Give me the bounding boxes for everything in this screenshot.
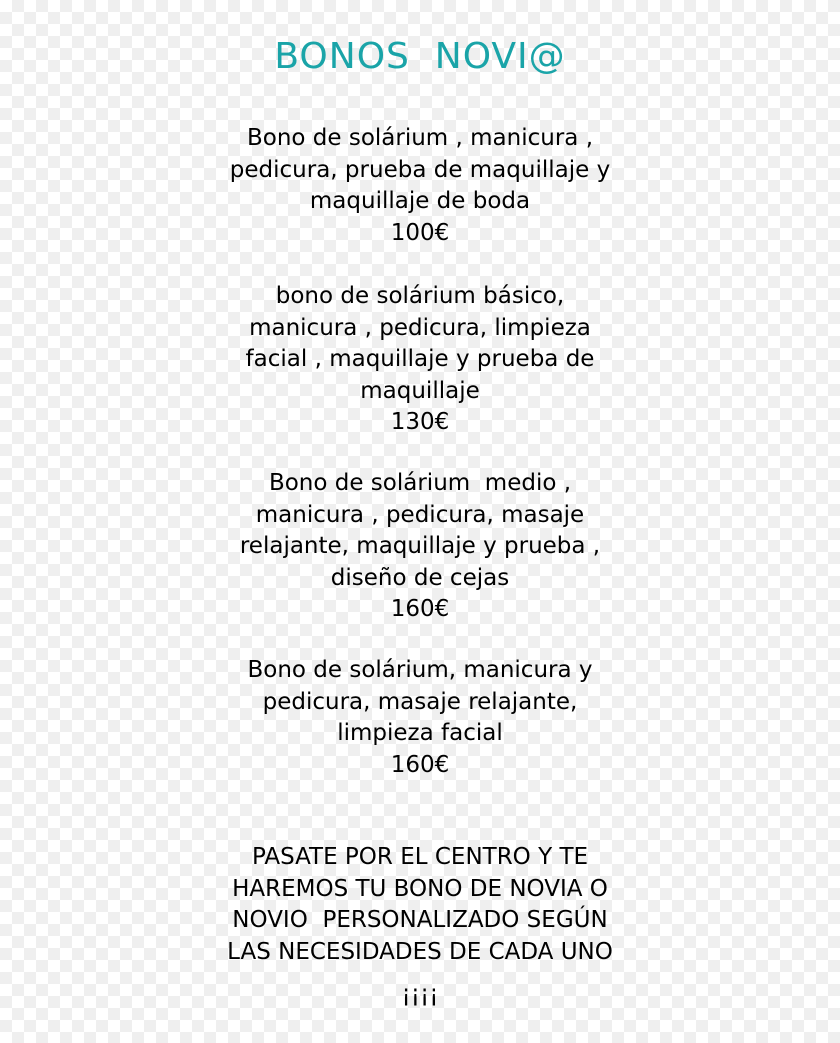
offer-3-price: 160€ (390, 596, 450, 622)
offer-3-line-2: manicura , pedicura, masaje (255, 501, 585, 528)
offer-2-price: 130€ (390, 409, 450, 435)
offer-2-line-4: maquillaje (360, 377, 480, 404)
offer-3-line-4: diseño de cejas (330, 564, 510, 591)
footer-line-4: LAS NECESIDADES DE CADA UNO (227, 938, 613, 965)
offer-1-price: 100€ (390, 219, 450, 246)
offer-package-4 (170, 655, 670, 781)
offer-3-line-1: Bono de solárium medio , (268, 470, 572, 496)
offer-2-line-2: manicura , pedicura, limpieza (249, 314, 591, 341)
page-title: BONOS NOVI@ (274, 36, 566, 77)
offer-4-price: 160€ (390, 751, 450, 778)
footer-line-1: PASATE POR EL CENTRO Y TE (251, 844, 589, 870)
offer-package-1 (170, 123, 670, 249)
offer-package-3 (170, 468, 670, 626)
footer-line-2: HAREMOS TU BONO DE NOVIA O (232, 875, 608, 902)
offer-3-line-3: relajante, maquillaje y prueba , (239, 533, 601, 559)
footer-message (170, 842, 670, 1011)
offer-1-line-2: pedicura, prueba de maquillaje y (229, 156, 611, 183)
offer-4-line-1: Bono de solárium, manicura y (247, 657, 593, 683)
offer-package-2 (170, 281, 670, 439)
offer-1-line-3: maquillaje de boda (309, 188, 531, 214)
offer-1-line-1: Bono de solárium , manicura , (246, 125, 594, 151)
footer-line-3: NOVIO PERSONALIZADO SEGÚN (232, 907, 608, 933)
offer-2-line-1: bono de solárium básico, (275, 283, 565, 309)
offer-4-line-2: pedicura, masaje relajante, (262, 688, 578, 715)
footer-exclamation-marks: ¡¡¡¡ (401, 981, 439, 1007)
offer-4-line-3: limpieza facial (337, 720, 503, 746)
offer-2-line-3: facial , maquillaje y prueba de (245, 346, 595, 372)
